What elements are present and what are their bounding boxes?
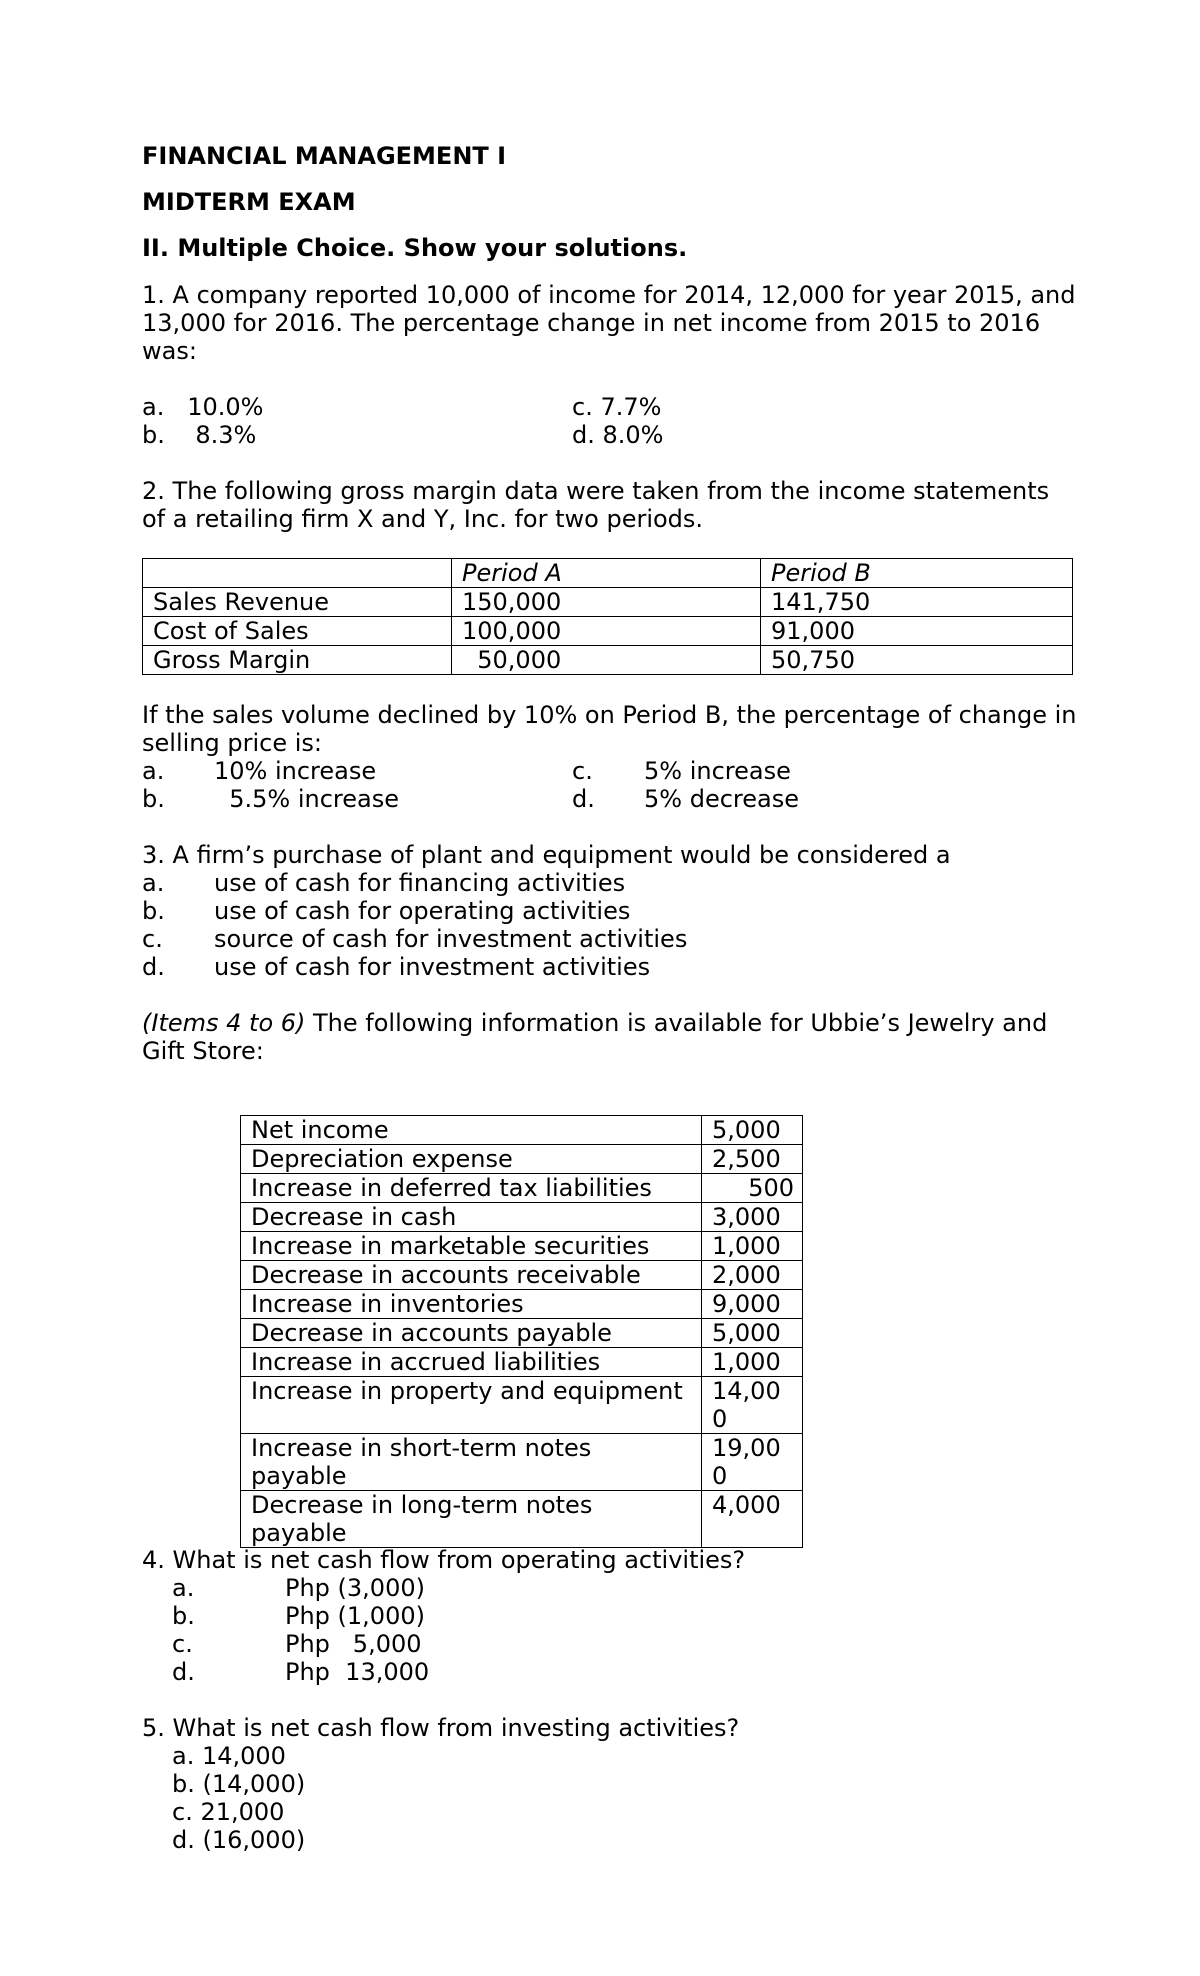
table-cell: 91,000	[761, 617, 1073, 646]
table-cell: 50,750	[761, 646, 1073, 675]
q3-option-c-letter: c.	[142, 925, 163, 953]
item-label: Decrease in long-term notes payable	[241, 1491, 702, 1548]
item-label: Net income	[241, 1116, 702, 1145]
item-label: Decrease in accounts receivable	[241, 1261, 702, 1290]
item-amount: 9,000	[702, 1290, 803, 1319]
item-amount: 19,00 0	[702, 1434, 803, 1491]
items-intro-text: The following information is available for Ubbie’s Jewelry and	[305, 1009, 1048, 1037]
table-cell: 100,000	[452, 617, 761, 646]
q3-option-a-letter: a.	[142, 869, 165, 897]
q2-option-b-text: 5.5% increase	[214, 785, 400, 813]
q2-option-b-letter: b.	[142, 785, 165, 813]
q2-option-c-text: 5% increase	[644, 757, 791, 785]
q2-option-d-letter: d.	[572, 785, 595, 813]
q3-stem: 3. A firm’s purchase of plant and equipment would be considered a	[142, 841, 951, 869]
table-cell: 50,000	[452, 646, 761, 675]
table-row	[241, 1290, 803, 1319]
q5-option-d: d. (16,000)	[172, 1826, 306, 1854]
q5-stem: 5. What is net cash flow from investing activities?	[142, 1714, 740, 1742]
item-amount: 5,000	[702, 1116, 803, 1145]
table-row	[241, 1434, 803, 1491]
item-label: Decrease in cash	[241, 1203, 702, 1232]
item-amount: 5,000	[702, 1319, 803, 1348]
q2-follow-1: If the sales volume declined by 10% on Period B, the percentage of change in	[142, 701, 1077, 729]
q3-option-d-letter: d.	[142, 953, 165, 981]
q3-option-b-letter: b.	[142, 897, 165, 925]
section-title: II. Multiple Choice. Show your solutions.	[142, 234, 688, 262]
table-cell: 150,000	[452, 588, 761, 617]
cash-flow-info-table	[240, 1115, 803, 1548]
q1-option-c: c. 7.7%	[572, 393, 662, 421]
course-title: FINANCIAL MANAGEMENT I	[142, 142, 507, 170]
table-row	[241, 1116, 803, 1145]
q5-option-a: a. 14,000	[172, 1742, 286, 1770]
table-cell	[143, 559, 452, 588]
q4-option-d-text: Php 13,000	[285, 1658, 430, 1686]
item-label: Depreciation expense	[241, 1145, 702, 1174]
item-label: Decrease in accounts payable	[241, 1319, 702, 1348]
item-label: Increase in property and equipment	[241, 1377, 702, 1434]
q3-option-c-text: source of cash for investment activities	[214, 925, 688, 953]
q1-option-b: b. 8.3%	[142, 421, 257, 449]
q1-option-d: d. 8.0%	[572, 421, 664, 449]
table-row	[241, 1232, 803, 1261]
item-label: Increase in deferred tax liabilities	[241, 1174, 702, 1203]
q4-option-a-letter: a.	[172, 1574, 195, 1602]
table-row	[143, 617, 1073, 646]
item-amount: 14,00 0	[702, 1377, 803, 1434]
q4-option-c-text: Php 5,000	[285, 1630, 422, 1658]
table-row	[241, 1319, 803, 1348]
q5-option-c: c. 21,000	[172, 1798, 285, 1826]
q1-option-a: a. 10.0%	[142, 393, 264, 421]
items-intro-line-2: Gift Store:	[142, 1037, 264, 1065]
gross-margin-table	[142, 558, 1073, 675]
item-amount: 1,000	[702, 1348, 803, 1377]
table-header-period-b: Period B	[761, 559, 1073, 588]
q2-option-a-letter: a.	[142, 757, 165, 785]
table-row	[241, 1203, 803, 1232]
table-row	[241, 1491, 803, 1548]
table-header-period-a: Period A	[452, 559, 761, 588]
item-amount: 500	[702, 1174, 803, 1203]
q2-line-1: 2. The following gross margin data were taken from the income statements	[142, 477, 1050, 505]
item-label: Increase in inventories	[241, 1290, 702, 1319]
q4-option-d-letter: d.	[172, 1658, 195, 1686]
item-amount: 3,000	[702, 1203, 803, 1232]
table-cell: Gross Margin	[143, 646, 452, 675]
item-label: Increase in accrued liabilities	[241, 1348, 702, 1377]
item-amount: 4,000	[702, 1491, 803, 1548]
q2-option-c-letter: c.	[572, 757, 593, 785]
q1-line-1: 1. A company reported 10,000 of income for 2014, 12,000 for year 2015, and	[142, 281, 1076, 309]
table-cell: Cost of Sales	[143, 617, 452, 646]
table-row	[241, 1174, 803, 1203]
table-row	[241, 1145, 803, 1174]
items-intro-line-1	[142, 1009, 1047, 1037]
q4-stem: 4. What is net cash flow from operating activities?	[142, 1546, 746, 1574]
q4-option-b-letter: b.	[172, 1602, 195, 1630]
table-row	[143, 646, 1073, 675]
table-cell: 141,750	[761, 588, 1073, 617]
q2-follow-2: selling price is:	[142, 729, 322, 757]
q1-line-2: 13,000 for 2016. The percentage change in net income from 2015 to 2016	[142, 309, 1041, 337]
item-label: Increase in short-term notes payable	[241, 1434, 702, 1491]
q3-option-a-text: use of cash for financing activities	[214, 869, 626, 897]
q2-option-d-text: 5% decrease	[644, 785, 799, 813]
item-amount: 2,500	[702, 1145, 803, 1174]
table-row	[241, 1348, 803, 1377]
q2-line-2: of a retailing firm X and Y, Inc. for two periods.	[142, 505, 704, 533]
q4-option-a-text: Php (3,000)	[285, 1574, 425, 1602]
item-amount: 1,000	[702, 1232, 803, 1261]
q4-option-c-letter: c.	[172, 1630, 193, 1658]
q4-option-b-text: Php (1,000)	[285, 1602, 425, 1630]
q2-option-a-text: 10% increase	[214, 757, 377, 785]
q3-option-b-text: use of cash for operating activities	[214, 897, 631, 925]
table-cell: Sales Revenue	[143, 588, 452, 617]
table-row	[241, 1377, 803, 1434]
q3-option-d-text: use of cash for investment activities	[214, 953, 651, 981]
q5-option-b: b. (14,000)	[172, 1770, 306, 1798]
item-amount: 2,000	[702, 1261, 803, 1290]
exam-title: MIDTERM EXAM	[142, 188, 356, 216]
q1-line-3: was:	[142, 337, 197, 365]
table-row	[241, 1261, 803, 1290]
table-row	[143, 588, 1073, 617]
items-label: (Items 4 to 6)	[142, 1009, 306, 1037]
table-header-row	[143, 559, 1073, 588]
item-label: Increase in marketable securities	[241, 1232, 702, 1261]
